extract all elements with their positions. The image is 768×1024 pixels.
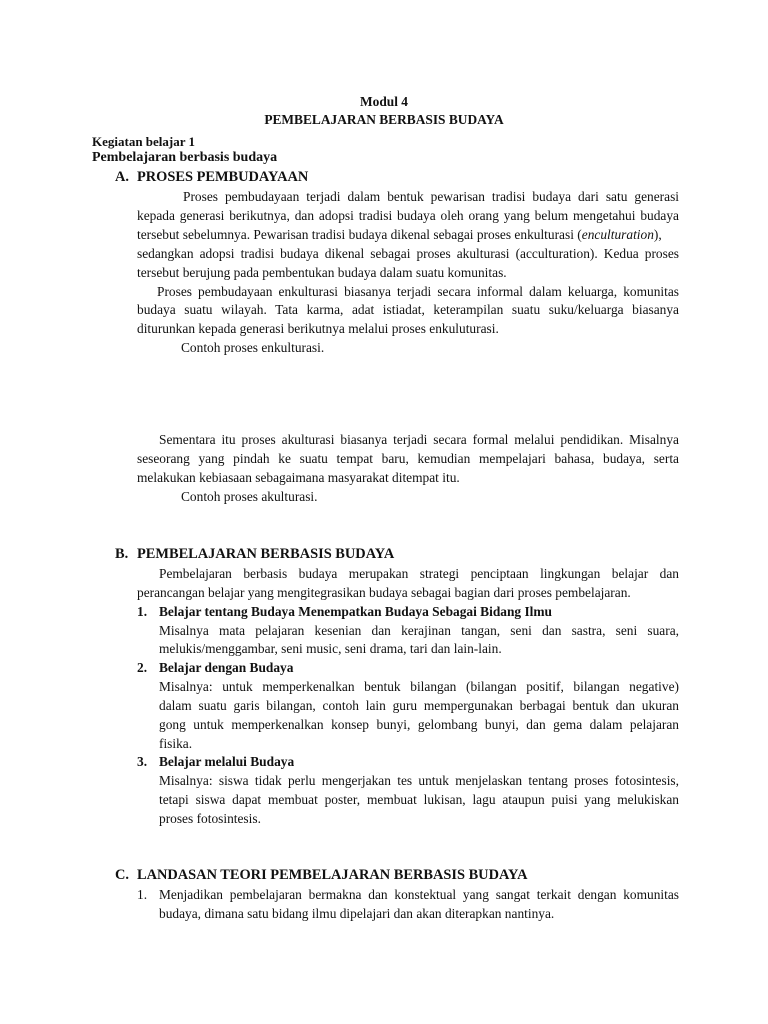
subtitle: Pembelajaran berbasis budaya xyxy=(92,150,278,165)
para-a1-line5: tersebut berujung pada pembentukan budaya dalam suatu komunitas. xyxy=(137,265,507,280)
para-a1-line3-text: tersebut sebelumnya. Pewarisan tradisi budaya dikenal sebagai proses enkulturasi ( xyxy=(137,227,582,242)
module-number: Modul 4 xyxy=(360,94,408,109)
list-item-c1-number: 1. xyxy=(137,887,148,902)
list-item-b2-line3: gong untuk memperkenalkan konsep bunyi, gelombang bunyi, dan gema dalam pelajaran xyxy=(159,717,679,732)
list-item-b1-number: 1. xyxy=(137,604,148,619)
list-item-c1-line1: Menjadikan pembelajaran bermakna dan konstektual yang sangat terkait dengan komunitas xyxy=(159,887,679,902)
para-a3-line3: melakukan kebiasaan sebagaimana masyarakat ditempat itu. xyxy=(137,470,460,485)
page-title: PEMBELAJARAN BERBASIS BUDAYA xyxy=(264,112,504,127)
example-enkulturasi: Contoh proses enkulturasi. xyxy=(181,340,325,355)
example-akulturasi: Contoh proses akulturasi. xyxy=(181,489,318,504)
para-a2-line3: diturunkan kepada generasi berikutnya melalui proses enkuluturasi. xyxy=(137,321,499,336)
section-b-marker: B. xyxy=(115,546,129,562)
section-c-title: LANDASAN TEORI PEMBELAJARAN BERBASIS BUDAYA xyxy=(137,867,528,883)
list-item-b2-number: 2. xyxy=(137,660,148,675)
para-b-line1: Pembelajaran berbasis budaya merupakan strategi penciptaan lingkungan belajar dan xyxy=(159,566,679,581)
para-a3-line1: Sementara itu proses akulturasi biasanya terjadi secara formal melalui pendidikan. Misalnya xyxy=(159,432,679,447)
list-item-b1-title xyxy=(137,603,552,621)
list-item-b3-heading: Belajar melalui Budaya xyxy=(159,754,295,769)
list-item-c1-line2: budaya, dimana satu bidang ilmu dipelajari dan akan diterapkan nantinya. xyxy=(159,906,555,921)
para-a2-line1: Proses pembudayaan enkulturasi biasanya terjadi secara informal dalam keluarga, komunitas xyxy=(157,284,679,299)
section-b-title: PEMBELAJARAN BERBASIS BUDAYA xyxy=(137,546,395,562)
list-item-b3-line3: proses fotosintesis. xyxy=(159,811,261,826)
para-a3-line2: seseorang yang pindah ke suatu tempat baru, kemudian mempelajari bahasa, budaya, serta xyxy=(137,451,679,466)
para-a1-line3-end: ), xyxy=(653,227,662,242)
para-a1-line1: Proses pembudayaan terjadi dalam bentuk pewarisan tradisi budaya dari satu generasi xyxy=(183,189,679,204)
list-item-b1-line1: Misalnya mata pelajaran kesenian dan kerajinan tangan, seni dan sastra, seni suara, xyxy=(159,623,679,638)
list-item-b3-number: 3. xyxy=(137,754,148,769)
section-a-marker: A. xyxy=(115,169,129,185)
para-a2-line2: budaya suatu wilayah. Tata karma, adat istiadat, keterampilan suatu suku/keluarga biasanya xyxy=(137,302,679,317)
list-item-b3-line1: Misalnya: siswa tidak perlu mengerjakan tes untuk menjelaskan tentang proses fotosintesis, xyxy=(159,773,679,788)
list-item-b2-title xyxy=(137,659,293,677)
list-item-b2-line1: Misalnya: untuk memperkenalkan bentuk bilangan (bilangan positif, bilangan negative) xyxy=(159,679,679,694)
section-c-heading xyxy=(115,866,528,884)
para-a1-line4: sedangkan adopsi tradisi budaya dikenal sebagai proses akulturasi (acculturation). Kedua proses xyxy=(137,246,679,261)
para-a1-line3 xyxy=(137,226,679,244)
list-item-b2-line2: dalam suatu garis bilangan, contoh lain guru mempergunakan berbagai bentuk dan ukuran xyxy=(159,698,679,713)
section-b-heading xyxy=(115,545,394,563)
list-item-b2-line4: fisika. xyxy=(159,736,193,751)
activity-label: Kegiatan belajar 1 xyxy=(92,134,196,149)
para-b-line2: perancangan belajar yang mengitegrasikan budaya sebagai bagian dari proses pembelajaran. xyxy=(137,585,631,600)
list-item-b2-heading: Belajar dengan Budaya xyxy=(159,660,294,675)
list-item-b3-title xyxy=(137,753,294,771)
section-c-marker: C. xyxy=(115,867,129,883)
list-item-b1-line2: melukis/menggambar, seni music, seni drama, tari dan lain-lain. xyxy=(159,641,502,656)
list-item-b1-heading: Belajar tentang Budaya Menempatkan Budaya Sebagai Bidang Ilmu xyxy=(159,604,552,619)
section-a-title: PROSES PEMBUDAYAAN xyxy=(137,169,309,185)
list-item-b3-line2: tetapi siswa dapat membuat poster, membuat lukisan, lagu ataupun puisi yang melukiskan xyxy=(159,792,679,807)
section-a-heading xyxy=(115,168,308,186)
para-a1-line3-italic: enculturation xyxy=(581,227,654,242)
para-a1-line2: kepada generasi berikutnya, dan adopsi tradisi budaya oleh orang yang belum mengetahui budaya xyxy=(137,208,679,223)
